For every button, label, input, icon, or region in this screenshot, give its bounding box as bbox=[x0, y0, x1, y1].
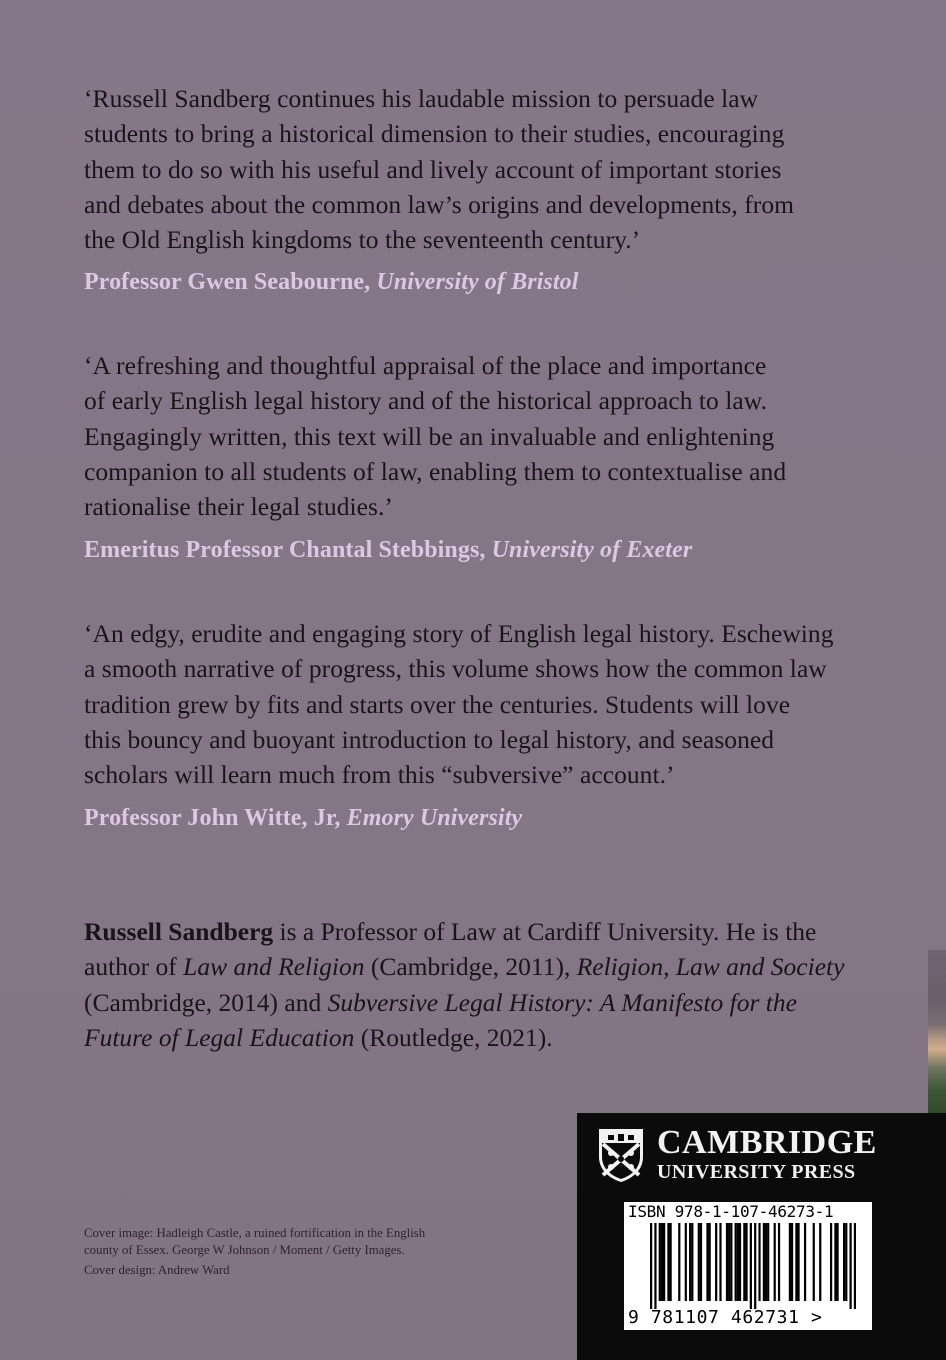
quote-line: of early English legal history and of the historical approach to law. bbox=[84, 386, 768, 416]
author-bio bbox=[84, 914, 844, 1055]
bio-text: (Cambridge, 2011), bbox=[364, 952, 577, 982]
quote-line: tradition grew by fits and starts over the centuries. Students will love bbox=[84, 689, 791, 719]
endorser-affiliation: University of Exeter bbox=[491, 537, 693, 563]
barcode-bar bbox=[739, 1223, 741, 1301]
barcode-bar bbox=[691, 1223, 693, 1301]
barcode-bar bbox=[709, 1223, 711, 1301]
barcode-bar bbox=[650, 1223, 652, 1309]
cover-design-credit: Cover design: Andrew Ward bbox=[84, 1263, 230, 1277]
bio-text: author of bbox=[84, 952, 184, 982]
barcode-bar bbox=[730, 1223, 732, 1301]
quote-line: ‘Russell Sandberg continues his laudable mission to persuade law bbox=[84, 84, 759, 113]
publisher-block bbox=[577, 1113, 946, 1360]
quote-line: a smooth narrative of progress, this volume shows how the common law bbox=[84, 654, 827, 684]
endorsement-attribution-3 bbox=[84, 805, 522, 832]
quote-line: scholars will learn much from this “subversive” account.’ bbox=[84, 760, 675, 790]
barcode-bar bbox=[654, 1223, 656, 1309]
bio-text: (Cambridge, 2014) and bbox=[84, 987, 328, 1017]
barcode-bar bbox=[795, 1223, 797, 1301]
endorsement-attribution-1 bbox=[84, 269, 579, 296]
barcode-bar bbox=[743, 1223, 745, 1301]
credit-line: county of Essex. George W Johnson / Moment / Getty Images. bbox=[84, 1242, 405, 1257]
cambridge-shield-icon bbox=[597, 1127, 645, 1183]
quote-line: students to bring a historical dimension to their studies, encouraging bbox=[84, 119, 785, 149]
barcode-bar bbox=[791, 1223, 793, 1301]
endorser-name: Emeritus Professor Chantal Stebbings, bbox=[84, 537, 486, 563]
landscape-photo-edge bbox=[928, 950, 946, 1115]
quote-line: Engagingly written, this text will be an invaluable and enlightening bbox=[84, 421, 775, 451]
book-title: Future of Legal Education bbox=[84, 1022, 355, 1052]
barcode-bar bbox=[735, 1223, 737, 1301]
barcode-bar bbox=[698, 1223, 700, 1301]
barcode-bar bbox=[678, 1223, 680, 1301]
bio-text: is a Professor of Law at Cardiff University. He is the bbox=[273, 917, 817, 946]
barcode-bar bbox=[789, 1223, 791, 1301]
endorsement-quote-1 bbox=[84, 81, 794, 257]
quote-line: rationalise their legal studies.’ bbox=[84, 492, 393, 522]
endorser-affiliation: University of Bristol bbox=[376, 269, 579, 295]
barcode-bar bbox=[849, 1223, 851, 1309]
publisher-name: CAMBRIDGE bbox=[657, 1124, 877, 1161]
barcode-bar bbox=[700, 1223, 702, 1301]
cover-image-credit bbox=[84, 1225, 425, 1258]
isbn-label: ISBN 978-1-107-46273-1 bbox=[628, 1202, 834, 1221]
quote-line: ‘An edgy, erudite and engaging story of English legal history. Eschewing bbox=[84, 619, 834, 648]
barcode-bar bbox=[726, 1223, 728, 1301]
barcode-bar bbox=[754, 1223, 756, 1309]
barcode-bar bbox=[834, 1223, 836, 1301]
barcode-bar bbox=[737, 1223, 739, 1301]
barcode-bar bbox=[763, 1223, 765, 1301]
barcode-bar bbox=[719, 1223, 721, 1301]
barcode-bars bbox=[650, 1223, 856, 1309]
isbn-barcode bbox=[624, 1202, 872, 1330]
bio-text: (Routledge, 2021). bbox=[354, 1022, 553, 1052]
publisher-subtitle: UNIVERSITY PRESS bbox=[657, 1161, 856, 1183]
bio-line bbox=[84, 985, 844, 1020]
endorser-name: Professor John Witte, Jr, bbox=[84, 805, 341, 831]
bio-line bbox=[84, 1020, 844, 1055]
barcode-bar bbox=[804, 1223, 806, 1301]
barcode-bar bbox=[778, 1223, 780, 1301]
barcode-bar bbox=[797, 1223, 799, 1301]
barcode-bar bbox=[767, 1223, 769, 1301]
barcode-bar bbox=[845, 1223, 847, 1301]
barcode-bar bbox=[750, 1223, 752, 1309]
barcode-bar bbox=[819, 1223, 821, 1301]
barcode-bar bbox=[813, 1223, 815, 1301]
barcode-bar bbox=[836, 1223, 838, 1301]
barcode-bar bbox=[728, 1223, 730, 1301]
endorsement-attribution-2 bbox=[84, 537, 692, 564]
barcode-bar bbox=[843, 1223, 845, 1301]
bio-line bbox=[84, 949, 844, 984]
quote-line: this bouncy and buoyant introduction to legal history, and seasoned bbox=[84, 724, 775, 754]
barcode-bar bbox=[706, 1223, 708, 1301]
quote-line: and debates about the common law’s origins and developments, from bbox=[84, 189, 795, 219]
bio-line bbox=[84, 914, 844, 949]
barcode-bar bbox=[830, 1223, 832, 1301]
endorser-affiliation: Emory University bbox=[346, 805, 523, 831]
quote-line: companion to all students of law, enabling them to contextualise and bbox=[84, 456, 787, 486]
book-title: Law and Religion bbox=[183, 952, 365, 982]
barcode-bar bbox=[689, 1223, 691, 1301]
credit-line: Cover image: Hadleigh Castle, a ruined fortification in the English bbox=[84, 1226, 426, 1240]
barcode-bar bbox=[765, 1223, 767, 1301]
barcode-bar bbox=[685, 1223, 687, 1301]
barcode-bar bbox=[758, 1223, 760, 1301]
barcode-bar bbox=[659, 1223, 661, 1301]
ean-digits: 9 781107 462731 > bbox=[628, 1307, 823, 1328]
barcode-bar bbox=[774, 1223, 776, 1301]
barcode-bar bbox=[667, 1223, 669, 1301]
book-title: Subversive Legal History: A Manifesto for the bbox=[327, 987, 797, 1017]
book-title: Religion, Law and Society bbox=[576, 952, 845, 982]
barcode-bar bbox=[670, 1223, 672, 1301]
barcode-bar bbox=[663, 1223, 665, 1301]
barcode-bar bbox=[661, 1223, 663, 1301]
barcode-bar bbox=[854, 1223, 856, 1309]
quote-line: the Old English kingdoms to the seventeenth century.’ bbox=[84, 225, 641, 255]
quote-line: them to do so with his useful and lively account of important stories bbox=[84, 154, 782, 184]
barcode-bar bbox=[715, 1223, 717, 1301]
endorser-name: Professor Gwen Seabourne, bbox=[84, 269, 371, 295]
barcode-bar bbox=[745, 1223, 747, 1301]
quote-line: ‘A refreshing and thoughtful appraisal of the place and importance bbox=[84, 351, 767, 380]
endorsement-quote-2 bbox=[84, 348, 786, 524]
endorsement-quote-3 bbox=[84, 616, 834, 792]
author-name: Russell Sandberg bbox=[84, 917, 274, 946]
